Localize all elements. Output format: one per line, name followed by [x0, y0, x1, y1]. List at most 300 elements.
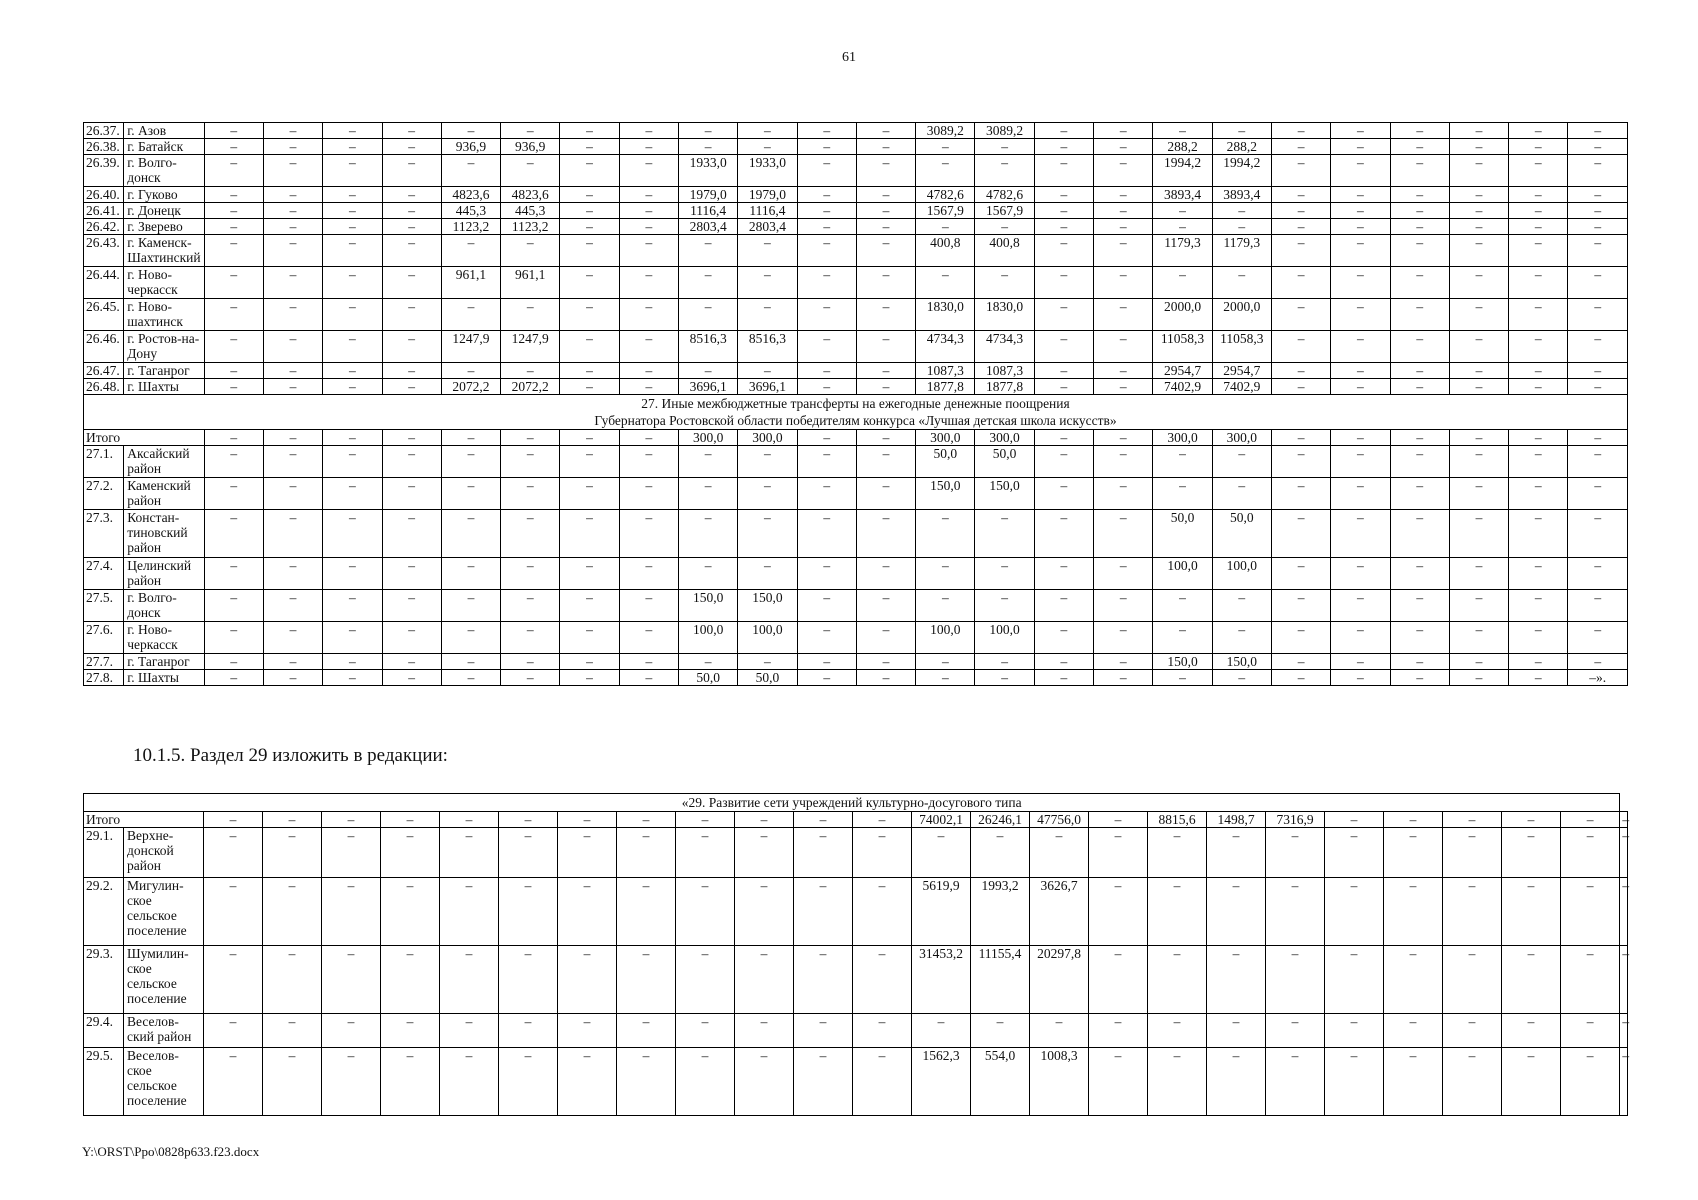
value-cell: –: [1034, 590, 1093, 622]
row-name: г. Ново-шахтинск: [124, 299, 204, 331]
value-cell: –: [1271, 123, 1330, 139]
value-cell: –: [1271, 446, 1330, 478]
value-cell: –: [738, 299, 797, 331]
value-cell: –: [1331, 267, 1390, 299]
value-cell: 150,0: [916, 478, 975, 510]
value-cell: –: [501, 590, 560, 622]
value-cell: –: [204, 1048, 263, 1116]
value-cell: –: [1449, 622, 1508, 654]
value-cell: –: [735, 1048, 794, 1116]
value-cell: 1179,3: [1153, 235, 1212, 267]
total-value-cell: –: [382, 430, 441, 446]
value-cell: –: [1094, 590, 1153, 622]
value-cell: –: [560, 670, 619, 686]
value-cell: –: [560, 590, 619, 622]
value-cell: –: [1568, 235, 1628, 267]
value-cell: –: [1568, 267, 1628, 299]
value-cell: –: [204, 1014, 263, 1048]
value-cell: –: [856, 670, 915, 686]
value-cell: –: [1212, 219, 1271, 235]
file-path-footer: Y:\ORST\Ppo\0828p633.f23.docx: [82, 1144, 260, 1159]
value-cell: 1179,3: [1212, 235, 1271, 267]
total-value-cell: –: [501, 430, 560, 446]
table-row: [84, 379, 1628, 395]
value-cell: –: [204, 379, 263, 395]
value-cell: –: [797, 590, 856, 622]
value-cell: –: [735, 878, 794, 946]
value-cell: –: [1509, 187, 1568, 203]
value-cell: –: [1568, 654, 1628, 670]
total-value-cell: –: [1390, 430, 1449, 446]
table-row: [84, 478, 1628, 510]
value-cell: –: [263, 622, 322, 654]
value-cell: –: [678, 510, 737, 558]
value-cell: –: [1271, 654, 1330, 670]
value-cell: –: [1212, 123, 1271, 139]
value-cell: –: [263, 363, 322, 379]
value-cell: –: [1331, 123, 1390, 139]
row-number: 29.1.: [84, 828, 124, 878]
value-cell: –: [1271, 670, 1330, 686]
value-cell: –: [1390, 379, 1449, 395]
row-number: 29.2.: [84, 878, 124, 946]
value-cell: –: [499, 828, 558, 878]
value-cell: –: [1153, 478, 1212, 510]
value-cell: –: [797, 654, 856, 670]
total-value-cell: –: [1449, 430, 1508, 446]
total-value-cell: –: [1331, 430, 1390, 446]
value-cell: –: [1094, 187, 1153, 203]
value-cell: –: [382, 219, 441, 235]
value-cell: –: [975, 139, 1034, 155]
value-cell: 1247,9: [441, 331, 500, 363]
value-cell: –: [912, 1014, 971, 1048]
value-cell: –: [678, 299, 737, 331]
section-heading-row: [84, 395, 1628, 430]
value-cell: –: [263, 446, 322, 478]
value-cell: –: [678, 139, 737, 155]
value-cell: –: [1568, 590, 1628, 622]
value-cell: –: [676, 1048, 735, 1116]
value-cell: –: [1568, 139, 1628, 155]
value-cell: 1087,3: [916, 363, 975, 379]
value-cell: –: [441, 558, 500, 590]
value-cell: 936,9: [441, 139, 500, 155]
value-cell: 3696,1: [678, 379, 737, 395]
value-cell: –: [1034, 123, 1093, 139]
value-cell: –: [382, 670, 441, 686]
value-cell: –: [382, 558, 441, 590]
table-row: [84, 267, 1628, 299]
value-cell: –: [676, 1014, 735, 1048]
row-number: 27.3.: [84, 510, 124, 558]
value-cell: –: [1266, 946, 1325, 1014]
value-cell: –: [204, 187, 263, 203]
value-cell: –: [1449, 363, 1508, 379]
value-cell: –: [441, 478, 500, 510]
row-name: г. Донецк: [124, 203, 204, 219]
row-number: 26.38.: [84, 139, 124, 155]
value-cell: –: [1034, 235, 1093, 267]
value-cell: –: [975, 558, 1034, 590]
value-cell: –: [1561, 828, 1620, 878]
value-cell: –: [975, 267, 1034, 299]
value-cell: 3893,4: [1212, 187, 1271, 203]
value-cell: –: [1089, 1048, 1148, 1116]
value-cell: –: [1034, 379, 1093, 395]
value-cell: –: [560, 123, 619, 139]
value-cell: –: [440, 828, 499, 878]
value-cell: –: [1390, 670, 1449, 686]
value-cell: 1247,9: [501, 331, 560, 363]
value-cell: –: [501, 670, 560, 686]
row-number: 26.48.: [84, 379, 124, 395]
value-cell: –: [560, 267, 619, 299]
value-cell: –: [1094, 670, 1153, 686]
value-cell: –: [619, 558, 678, 590]
total-value-cell: –: [1325, 812, 1384, 828]
total-label: Итого: [84, 430, 205, 446]
value-cell: 936,9: [501, 139, 560, 155]
value-cell: –: [916, 654, 975, 670]
value-cell: –: [619, 331, 678, 363]
value-cell: –: [1148, 1014, 1207, 1048]
value-cell: –: [1153, 670, 1212, 686]
value-cell: –: [678, 446, 737, 478]
row-name: Констан-тиновский район: [124, 510, 204, 558]
value-cell: –: [797, 187, 856, 203]
value-cell: –: [440, 878, 499, 946]
value-cell: –: [323, 139, 382, 155]
total-value-cell: –: [1384, 812, 1443, 828]
value-cell: –: [856, 267, 915, 299]
value-cell: –: [1509, 446, 1568, 478]
value-cell: –: [1331, 235, 1390, 267]
value-cell: –: [1561, 946, 1620, 1014]
value-cell: –: [1153, 622, 1212, 654]
value-cell: –: [204, 446, 263, 478]
row-name: Шумилин-ское сельское поселение: [124, 946, 204, 1014]
value-cell: 1993,2: [971, 878, 1030, 946]
value-cell: –: [560, 139, 619, 155]
value-cell: –: [499, 878, 558, 946]
value-cell: –: [560, 299, 619, 331]
value-cell: –: [735, 828, 794, 878]
section-heading-row: [84, 794, 1628, 812]
value-cell: –: [1207, 1048, 1266, 1116]
value-cell: –: [1390, 331, 1449, 363]
value-cell: –: [1034, 187, 1093, 203]
value-cell: –: [1449, 139, 1508, 155]
row-number: 27.4.: [84, 558, 124, 590]
value-cell: –: [856, 510, 915, 558]
value-cell: –: [204, 299, 263, 331]
value-cell: –: [382, 478, 441, 510]
value-cell: 4823,6: [501, 187, 560, 203]
row-number: 27.1.: [84, 446, 124, 478]
value-cell: –: [501, 478, 560, 510]
value-cell: –: [1449, 478, 1508, 510]
value-cell: –: [794, 1048, 853, 1116]
value-cell: –: [797, 622, 856, 654]
value-cell: 11058,3: [1153, 331, 1212, 363]
value-cell: –: [323, 203, 382, 219]
table-row: [84, 187, 1628, 203]
value-cell: –: [797, 446, 856, 478]
row-name: г. Гуково: [124, 187, 204, 203]
value-cell: –: [738, 478, 797, 510]
value-cell: –: [263, 331, 322, 363]
value-cell: –: [853, 1048, 912, 1116]
value-cell: –: [1331, 203, 1390, 219]
value-cell: –: [441, 299, 500, 331]
value-cell: –: [263, 203, 322, 219]
value-cell: –: [381, 878, 440, 946]
value-cell: –: [1331, 670, 1390, 686]
value-cell: –: [263, 946, 322, 1014]
value-cell: –: [322, 1014, 381, 1048]
value-cell: 3893,4: [1153, 187, 1212, 203]
total-value-cell: –: [1620, 812, 1628, 828]
value-cell: 1830,0: [916, 299, 975, 331]
value-cell: –: [1212, 203, 1271, 219]
value-cell: –: [1325, 1048, 1384, 1116]
row-name: г. Шахты: [124, 379, 204, 395]
value-cell: –: [975, 155, 1034, 187]
table-row: [84, 828, 1628, 878]
value-cell: –: [263, 558, 322, 590]
row-name: г. Волго-донск: [124, 155, 204, 187]
value-cell: –: [1390, 187, 1449, 203]
page-number: 61: [842, 50, 856, 65]
value-cell: –: [1331, 654, 1390, 670]
value-cell: –: [204, 946, 263, 1014]
total-value-cell: –: [499, 812, 558, 828]
value-cell: –: [1271, 187, 1330, 203]
value-cell: –: [322, 946, 381, 1014]
value-cell: –: [1034, 670, 1093, 686]
value-cell: –: [381, 1014, 440, 1048]
value-cell: –: [204, 878, 263, 946]
row-number: 27.8.: [84, 670, 124, 686]
value-cell: –: [1271, 622, 1330, 654]
value-cell: 2000,0: [1212, 299, 1271, 331]
value-cell: –: [797, 363, 856, 379]
value-cell: –: [1449, 558, 1508, 590]
total-value-cell: 1498,7: [1207, 812, 1266, 828]
value-cell: –: [263, 123, 322, 139]
value-cell: –: [1331, 219, 1390, 235]
value-cell: –: [322, 828, 381, 878]
value-cell: –: [1620, 1014, 1628, 1048]
value-cell: –: [856, 590, 915, 622]
value-cell: –: [323, 654, 382, 670]
value-cell: –: [916, 267, 975, 299]
total-value-cell: –: [1034, 430, 1093, 446]
value-cell: 100,0: [678, 622, 737, 654]
value-cell: –: [501, 446, 560, 478]
value-cell: –: [263, 510, 322, 558]
value-cell: –: [323, 622, 382, 654]
value-cell: –: [678, 654, 737, 670]
total-value-cell: –: [322, 812, 381, 828]
row-name: г. Шахты: [124, 670, 204, 686]
value-cell: –: [797, 219, 856, 235]
value-cell: –: [916, 558, 975, 590]
table-row: [84, 590, 1628, 622]
value-cell: –: [1390, 219, 1449, 235]
value-cell: –: [1148, 878, 1207, 946]
value-cell: –: [1094, 155, 1153, 187]
value-cell: –: [1331, 139, 1390, 155]
value-cell: –: [619, 235, 678, 267]
value-cell: –: [1089, 878, 1148, 946]
value-cell: –: [797, 267, 856, 299]
value-cell: –: [1509, 139, 1568, 155]
value-cell: –: [856, 363, 915, 379]
value-cell: –: [1509, 510, 1568, 558]
row-number: 27.2.: [84, 478, 124, 510]
total-row: [84, 430, 1628, 446]
budget-table-29: [83, 793, 1628, 1116]
value-cell: –: [676, 878, 735, 946]
value-cell: –: [1561, 1014, 1620, 1048]
value-cell: –: [1509, 558, 1568, 590]
value-cell: –: [381, 828, 440, 878]
total-value-cell: 300,0: [916, 430, 975, 446]
value-cell: –: [1266, 1014, 1325, 1048]
value-cell: –: [1094, 139, 1153, 155]
value-cell: –: [441, 510, 500, 558]
value-cell: –: [440, 946, 499, 1014]
value-cell: –: [1568, 187, 1628, 203]
total-row: [84, 812, 1628, 828]
value-cell: –: [441, 363, 500, 379]
value-cell: –: [1271, 558, 1330, 590]
total-value-cell: –: [1568, 430, 1628, 446]
value-cell: 150,0: [738, 590, 797, 622]
value-cell: –: [1561, 878, 1620, 946]
value-cell: –: [323, 446, 382, 478]
value-cell: –: [560, 654, 619, 670]
value-cell: –: [738, 123, 797, 139]
total-value-cell: –: [735, 812, 794, 828]
value-cell: –: [560, 331, 619, 363]
total-value-cell: 300,0: [1153, 430, 1212, 446]
value-cell: –: [797, 139, 856, 155]
value-cell: –: [1449, 379, 1508, 395]
value-cell: –: [204, 622, 263, 654]
row-number: 26.47.: [84, 363, 124, 379]
value-cell: –: [619, 654, 678, 670]
value-cell: –: [619, 299, 678, 331]
total-value-cell: 7316,9: [1266, 812, 1325, 828]
value-cell: –: [441, 670, 500, 686]
value-cell: –: [560, 203, 619, 219]
value-cell: –: [1509, 203, 1568, 219]
value-cell: –: [1325, 828, 1384, 878]
value-cell: –: [856, 622, 915, 654]
value-cell: –: [794, 878, 853, 946]
value-cell: –: [856, 187, 915, 203]
value-cell: –: [856, 558, 915, 590]
value-cell: –: [1449, 510, 1508, 558]
value-cell: –: [856, 654, 915, 670]
value-cell: –: [323, 155, 382, 187]
value-cell: –: [678, 363, 737, 379]
value-cell: 4823,6: [441, 187, 500, 203]
value-cell: –: [441, 446, 500, 478]
row-number: 27.7.: [84, 654, 124, 670]
value-cell: 1562,3: [912, 1048, 971, 1116]
value-cell: –: [617, 1048, 676, 1116]
value-cell: –: [1331, 446, 1390, 478]
total-value-cell: –: [204, 430, 263, 446]
value-cell: –: [204, 331, 263, 363]
row-name: Мигулин-ское сельское поселение: [124, 878, 204, 946]
value-cell: –: [1271, 363, 1330, 379]
value-cell: –: [975, 670, 1034, 686]
row-number: 26.45.: [84, 299, 124, 331]
row-number: 29.5.: [84, 1048, 124, 1116]
value-cell: –: [382, 510, 441, 558]
total-label: Итого: [84, 812, 204, 828]
value-cell: –: [1153, 219, 1212, 235]
value-cell: –: [204, 363, 263, 379]
value-cell: –: [382, 139, 441, 155]
value-cell: –: [1034, 299, 1093, 331]
value-cell: 8516,3: [738, 331, 797, 363]
row-number: 26.37.: [84, 123, 124, 139]
value-cell: 50,0: [916, 446, 975, 478]
row-name: Целинский район: [124, 558, 204, 590]
value-cell: –: [382, 446, 441, 478]
value-cell: 400,8: [916, 235, 975, 267]
total-value-cell: –: [794, 812, 853, 828]
value-cell: 3626,7: [1030, 878, 1089, 946]
value-cell: –: [501, 155, 560, 187]
value-cell: 2072,2: [441, 379, 500, 395]
value-cell: –: [1034, 363, 1093, 379]
value-cell: –: [560, 379, 619, 395]
value-cell: –: [1094, 558, 1153, 590]
value-cell: –: [856, 331, 915, 363]
value-cell: –: [1568, 123, 1628, 139]
value-cell: –: [1034, 219, 1093, 235]
value-cell: –: [558, 1014, 617, 1048]
value-cell: 1830,0: [975, 299, 1034, 331]
total-value-cell: –: [1094, 430, 1153, 446]
value-cell: –: [263, 878, 322, 946]
value-cell: 2954,7: [1153, 363, 1212, 379]
value-cell: –: [1094, 267, 1153, 299]
value-cell: –: [678, 558, 737, 590]
value-cell: –: [1568, 510, 1628, 558]
value-cell: –: [558, 1048, 617, 1116]
value-cell: –: [738, 139, 797, 155]
total-value-cell: –: [1509, 430, 1568, 446]
value-cell: –: [323, 379, 382, 395]
value-cell: –: [975, 654, 1034, 670]
value-cell: –: [381, 946, 440, 1014]
value-cell: –: [678, 235, 737, 267]
value-cell: –: [560, 446, 619, 478]
value-cell: –: [617, 1014, 676, 1048]
total-value-cell: –: [617, 812, 676, 828]
value-cell: –: [1271, 203, 1330, 219]
value-cell: –: [1325, 946, 1384, 1014]
value-cell: –: [738, 363, 797, 379]
